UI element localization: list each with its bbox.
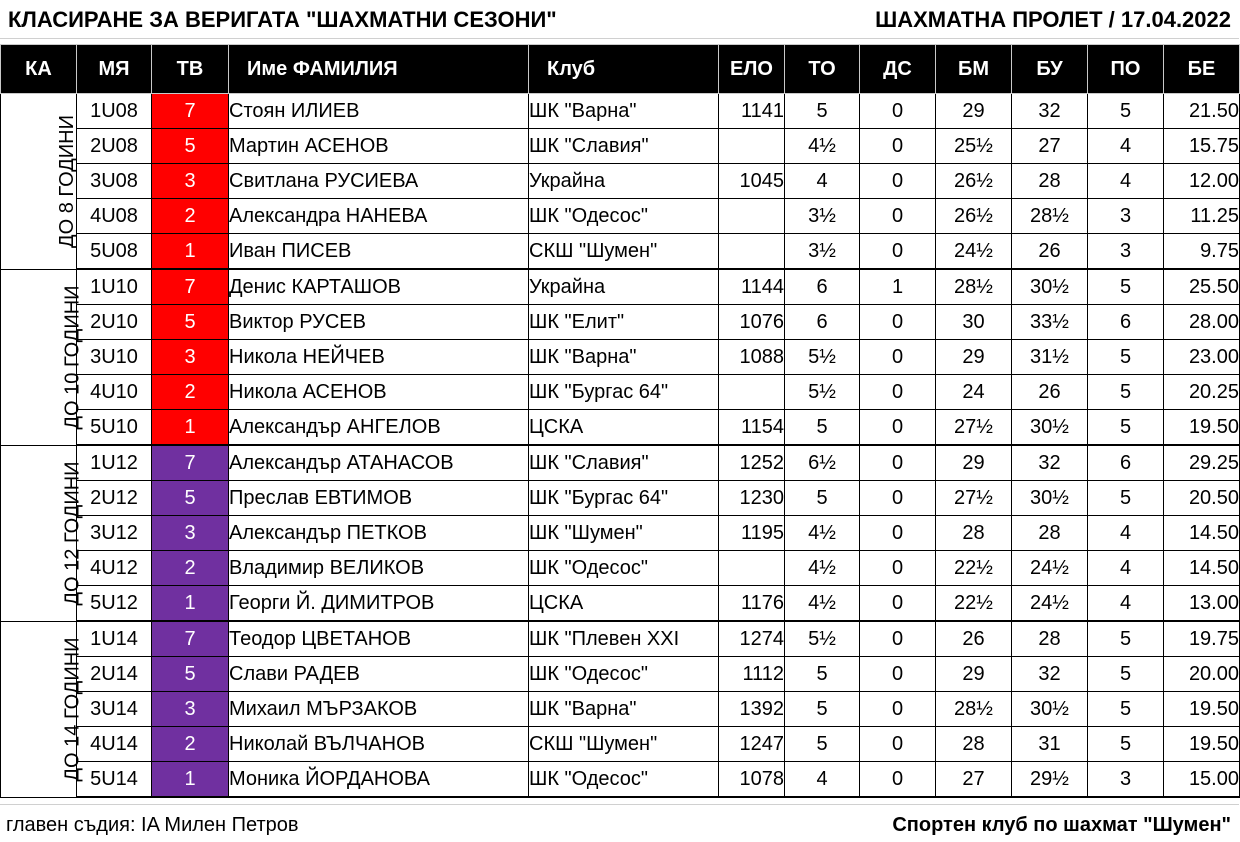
table-row[interactable] [1,164,1240,199]
place-cell: 1U12 [77,445,152,481]
place-cell: 2U14 [77,657,152,692]
po-cell: 5 [1088,94,1164,129]
bm-cell: 27½ [936,481,1012,516]
elo-cell: 1392 [719,692,785,727]
to-cell: 5 [785,692,860,727]
po-cell: 5 [1088,410,1164,446]
player-name-cell: Александър АНГЕЛОВ [229,410,529,446]
place-cell: 2U12 [77,481,152,516]
bm-cell: 27 [936,762,1012,798]
club-cell: ШК "Бургас 64" [529,375,719,410]
points-cell: 3 [152,340,229,375]
club-cell: ШК "Одесос" [529,762,719,798]
points-cell: 7 [152,269,229,305]
to-cell: 4 [785,164,860,199]
club-cell: ШК "Славия" [529,129,719,164]
points-cell: 1 [152,234,229,270]
ds-cell: 0 [860,129,936,164]
bm-cell: 29 [936,445,1012,481]
club-cell: ШК "Одесос" [529,657,719,692]
bm-cell: 29 [936,657,1012,692]
be-cell: 20.25 [1164,375,1240,410]
points-cell: 1 [152,410,229,446]
bu-cell: 29½ [1012,762,1088,798]
to-cell: 6½ [785,445,860,481]
table-row[interactable] [1,586,1240,622]
to-cell: 5½ [785,375,860,410]
place-cell: 4U08 [77,199,152,234]
bm-cell: 25½ [936,129,1012,164]
ds-cell: 0 [860,340,936,375]
to-cell: 5 [785,657,860,692]
po-cell: 5 [1088,692,1164,727]
po-cell: 5 [1088,657,1164,692]
chief-arbiter: главен съдия: IA Милен Петров [6,814,299,836]
table-row[interactable] [1,269,1240,305]
club-cell: ШК "Бургас 64" [529,481,719,516]
table-row[interactable] [1,762,1240,798]
table-row[interactable] [1,516,1240,551]
to-cell: 6 [785,305,860,340]
place-cell: 4U12 [77,551,152,586]
player-name-cell: Никола АСЕНОВ [229,375,529,410]
bm-cell: 28 [936,516,1012,551]
ds-cell: 0 [860,657,936,692]
to-cell: 5 [785,481,860,516]
col-header-bm[interactable]: БМ [936,45,1012,94]
bu-cell: 28 [1012,621,1088,657]
player-name-cell: Стоян ИЛИЕВ [229,94,529,129]
points-cell: 1 [152,762,229,798]
bm-cell: 26 [936,621,1012,657]
po-cell: 4 [1088,164,1164,199]
to-cell: 4½ [785,586,860,622]
player-name-cell: Иван ПИСЕВ [229,234,529,270]
table-row[interactable] [1,692,1240,727]
po-cell: 3 [1088,762,1164,798]
be-cell: 19.75 [1164,621,1240,657]
place-cell: 5U10 [77,410,152,446]
ds-cell: 0 [860,692,936,727]
age-group-cell [1,445,84,621]
be-cell: 20.50 [1164,481,1240,516]
to-cell: 4½ [785,516,860,551]
player-name-cell: Виктор РУСЕВ [229,305,529,340]
bu-cell: 33½ [1012,305,1088,340]
club-cell: СКШ "Шумен" [529,234,719,270]
table-row[interactable] [1,305,1240,340]
club-cell: ШК "Одесос" [529,551,719,586]
ds-cell: 0 [860,199,936,234]
player-name-cell: Владимир ВЕЛИКОВ [229,551,529,586]
player-name-cell: Александър ПЕТКОВ [229,516,529,551]
bu-cell: 26 [1012,375,1088,410]
to-cell: 5 [785,410,860,446]
ds-cell: 0 [860,410,936,446]
be-cell: 20.00 [1164,657,1240,692]
bu-cell: 31 [1012,727,1088,762]
to-cell: 3½ [785,199,860,234]
bu-cell: 32 [1012,445,1088,481]
points-cell: 7 [152,445,229,481]
player-name-cell: Михаил МЪРЗАКОВ [229,692,529,727]
bm-cell: 22½ [936,586,1012,622]
bm-cell: 26½ [936,199,1012,234]
points-cell: 5 [152,129,229,164]
be-cell: 14.50 [1164,516,1240,551]
be-cell: 28.00 [1164,305,1240,340]
player-name-cell: Денис КАРТАШОВ [229,269,529,305]
club-cell: ШК "Шумен" [529,516,719,551]
be-cell: 19.50 [1164,692,1240,727]
to-cell: 5 [785,94,860,129]
age-group-cell [1,621,84,797]
po-cell: 4 [1088,516,1164,551]
to-cell: 4 [785,762,860,798]
bu-cell: 32 [1012,657,1088,692]
elo-cell: 1141 [719,94,785,129]
bu-cell: 28½ [1012,199,1088,234]
bm-cell: 24 [936,375,1012,410]
elo-cell: 1274 [719,621,785,657]
col-header-club[interactable]: Клуб [529,45,719,94]
bu-cell: 32 [1012,94,1088,129]
elo-cell: 1154 [719,410,785,446]
col-header-ds[interactable]: ДС [860,45,936,94]
age-group-label: ДО 14 ГОДИНИ [61,636,84,782]
place-cell: 3U12 [77,516,152,551]
to-cell: 3½ [785,234,860,270]
ds-cell: 1 [860,269,936,305]
table-row[interactable] [1,445,1240,481]
ds-cell: 0 [860,164,936,199]
elo-cell: 1247 [719,727,785,762]
club-cell: ШК "Плевен XXI [529,621,719,657]
player-name-cell: Моника ЙОРДАНОВА [229,762,529,798]
ds-cell: 0 [860,305,936,340]
be-cell: 21.50 [1164,94,1240,129]
to-cell: 5 [785,727,860,762]
table-row[interactable] [1,657,1240,692]
elo-cell [719,129,785,164]
club-cell: Украйна [529,164,719,199]
header-row [1,45,1240,94]
po-cell: 5 [1088,340,1164,375]
place-cell: 2U10 [77,305,152,340]
club-cell: ШК "Славия" [529,445,719,481]
points-cell: 5 [152,305,229,340]
ds-cell: 0 [860,586,936,622]
po-cell: 5 [1088,269,1164,305]
ds-cell: 0 [860,94,936,129]
to-cell: 4½ [785,551,860,586]
player-name-cell: Никола НЕЙЧЕВ [229,340,529,375]
points-cell: 1 [152,586,229,622]
place-cell: 1U10 [77,269,152,305]
be-cell: 29.25 [1164,445,1240,481]
elo-cell [719,551,785,586]
po-cell: 5 [1088,375,1164,410]
table-row[interactable] [1,621,1240,657]
age-group-cell [1,94,77,270]
elo-cell: 1045 [719,164,785,199]
po-cell: 6 [1088,445,1164,481]
place-cell: 4U14 [77,727,152,762]
po-cell: 5 [1088,481,1164,516]
player-name-cell: Николай ВЪЛЧАНОВ [229,727,529,762]
player-name-cell: Мартин АСЕНОВ [229,129,529,164]
club-cell: ШК "Варна" [529,692,719,727]
age-group-label: ДО 10 ГОДИНИ [61,284,84,430]
po-cell: 4 [1088,129,1164,164]
age-group-label: ДО 12 ГОДИНИ [61,460,84,606]
be-cell: 15.00 [1164,762,1240,798]
points-cell: 5 [152,481,229,516]
place-cell: 1U08 [77,94,152,129]
to-cell: 5½ [785,621,860,657]
ds-cell: 0 [860,516,936,551]
place-cell: 3U10 [77,340,152,375]
be-cell: 9.75 [1164,234,1240,270]
bu-cell: 30½ [1012,269,1088,305]
place-cell: 4U10 [77,375,152,410]
ds-cell: 0 [860,762,936,798]
club-cell: ЦСКА [529,410,719,446]
elo-cell: 1144 [719,269,785,305]
be-cell: 11.25 [1164,199,1240,234]
be-cell: 15.75 [1164,129,1240,164]
table-row[interactable] [1,199,1240,234]
bm-cell: 29 [936,94,1012,129]
bu-cell: 26 [1012,234,1088,270]
player-name-cell: Георги Й. ДИМИТРОВ [229,586,529,622]
ds-cell: 0 [860,621,936,657]
to-cell: 5½ [785,340,860,375]
be-cell: 25.50 [1164,269,1240,305]
bm-cell: 30 [936,305,1012,340]
points-cell: 2 [152,551,229,586]
bm-cell: 28 [936,727,1012,762]
table-row[interactable] [1,481,1240,516]
event-title: ШАХМАТНА ПРОЛЕТ / 17.04.2022 [875,7,1231,32]
points-cell: 3 [152,516,229,551]
elo-cell [719,234,785,270]
points-cell: 7 [152,621,229,657]
bu-cell: 28 [1012,516,1088,551]
elo-cell: 1078 [719,762,785,798]
be-cell: 13.00 [1164,586,1240,622]
bu-cell: 28 [1012,164,1088,199]
table-row[interactable] [1,340,1240,375]
col-header-po[interactable]: ПО [1088,45,1164,94]
elo-cell: 1230 [719,481,785,516]
player-name-cell: Александра НАНЕВА [229,199,529,234]
po-cell: 5 [1088,621,1164,657]
points-cell: 5 [152,657,229,692]
age-group-label: ДО 8 ГОДИНИ [55,114,78,248]
to-cell: 4½ [785,129,860,164]
player-name-cell: Теодор ЦВЕТАНОВ [229,621,529,657]
po-cell: 4 [1088,551,1164,586]
elo-cell [719,199,785,234]
elo-cell [719,375,785,410]
points-cell: 3 [152,692,229,727]
bm-cell: 24½ [936,234,1012,270]
age-group-cell [1,269,84,445]
table-row[interactable] [1,94,1240,129]
place-cell: 3U14 [77,692,152,727]
standings-table [0,44,1240,798]
be-cell: 12.00 [1164,164,1240,199]
place-cell: 5U12 [77,586,152,622]
ds-cell: 0 [860,481,936,516]
club-cell: СКШ "Шумен" [529,727,719,762]
club-cell: ШК "Елит" [529,305,719,340]
be-cell: 19.50 [1164,410,1240,446]
table-row[interactable] [1,129,1240,164]
col-header-be[interactable]: БЕ [1164,45,1240,94]
be-cell: 23.00 [1164,340,1240,375]
bu-cell: 31½ [1012,340,1088,375]
place-cell: 5U14 [77,762,152,798]
col-header-name[interactable]: Име ФАМИЛИЯ [229,45,529,94]
to-cell: 6 [785,269,860,305]
be-cell: 19.50 [1164,727,1240,762]
points-cell: 3 [152,164,229,199]
col-header-category[interactable]: КА [1,45,77,94]
elo-cell: 1252 [719,445,785,481]
ds-cell: 0 [860,375,936,410]
bm-cell: 29 [936,340,1012,375]
table-row[interactable] [1,551,1240,586]
player-name-cell: Свитлана РУСИЕВА [229,164,529,199]
page-title: КЛАСИРАНЕ ЗА ВЕРИГАТА "ШАХМАТНИ СЕЗОНИ" [8,7,557,32]
bu-cell: 30½ [1012,410,1088,446]
points-cell: 2 [152,375,229,410]
club-cell: ШК "Одесос" [529,199,719,234]
po-cell: 6 [1088,305,1164,340]
table-row[interactable] [1,727,1240,762]
col-header-bu[interactable]: БУ [1012,45,1088,94]
ds-cell: 0 [860,445,936,481]
po-cell: 3 [1088,234,1164,270]
elo-cell: 1076 [719,305,785,340]
col-header-points[interactable]: ТВ [152,45,229,94]
ds-cell: 0 [860,234,936,270]
ds-cell: 0 [860,551,936,586]
player-name-cell: Александър АТАНАСОВ [229,445,529,481]
bm-cell: 28½ [936,692,1012,727]
place-cell: 1U14 [77,621,152,657]
points-cell: 2 [152,727,229,762]
bu-cell: 30½ [1012,481,1088,516]
points-cell: 2 [152,199,229,234]
table-row[interactable] [1,410,1240,446]
po-cell: 3 [1088,199,1164,234]
bm-cell: 26½ [936,164,1012,199]
club-cell: Украйна [529,269,719,305]
elo-cell: 1195 [719,516,785,551]
elo-cell: 1112 [719,657,785,692]
player-name-cell: Преслав ЕВТИМОВ [229,481,529,516]
bm-cell: 22½ [936,551,1012,586]
bu-cell: 27 [1012,129,1088,164]
organizer-club: Спортен клуб по шахмат "Шумен" [892,814,1231,836]
points-cell: 7 [152,94,229,129]
elo-cell: 1176 [719,586,785,622]
col-header-place[interactable]: МЯ [77,45,152,94]
bm-cell: 28½ [936,269,1012,305]
ds-cell: 0 [860,727,936,762]
place-cell: 5U08 [77,234,152,270]
col-header-to[interactable]: ТО [785,45,860,94]
place-cell: 3U08 [77,164,152,199]
table-row[interactable] [1,234,1240,270]
table-row[interactable] [1,375,1240,410]
club-cell: ШК "Варна" [529,340,719,375]
po-cell: 4 [1088,586,1164,622]
club-cell: ШК "Варна" [529,94,719,129]
bu-cell: 24½ [1012,551,1088,586]
elo-cell: 1088 [719,340,785,375]
col-header-elo[interactable]: ЕЛО [719,45,785,94]
bu-cell: 30½ [1012,692,1088,727]
player-name-cell: Слави РАДЕВ [229,657,529,692]
bm-cell: 27½ [936,410,1012,446]
place-cell: 2U08 [77,129,152,164]
be-cell: 14.50 [1164,551,1240,586]
club-cell: ЦСКА [529,586,719,622]
po-cell: 5 [1088,727,1164,762]
bu-cell: 24½ [1012,586,1088,622]
